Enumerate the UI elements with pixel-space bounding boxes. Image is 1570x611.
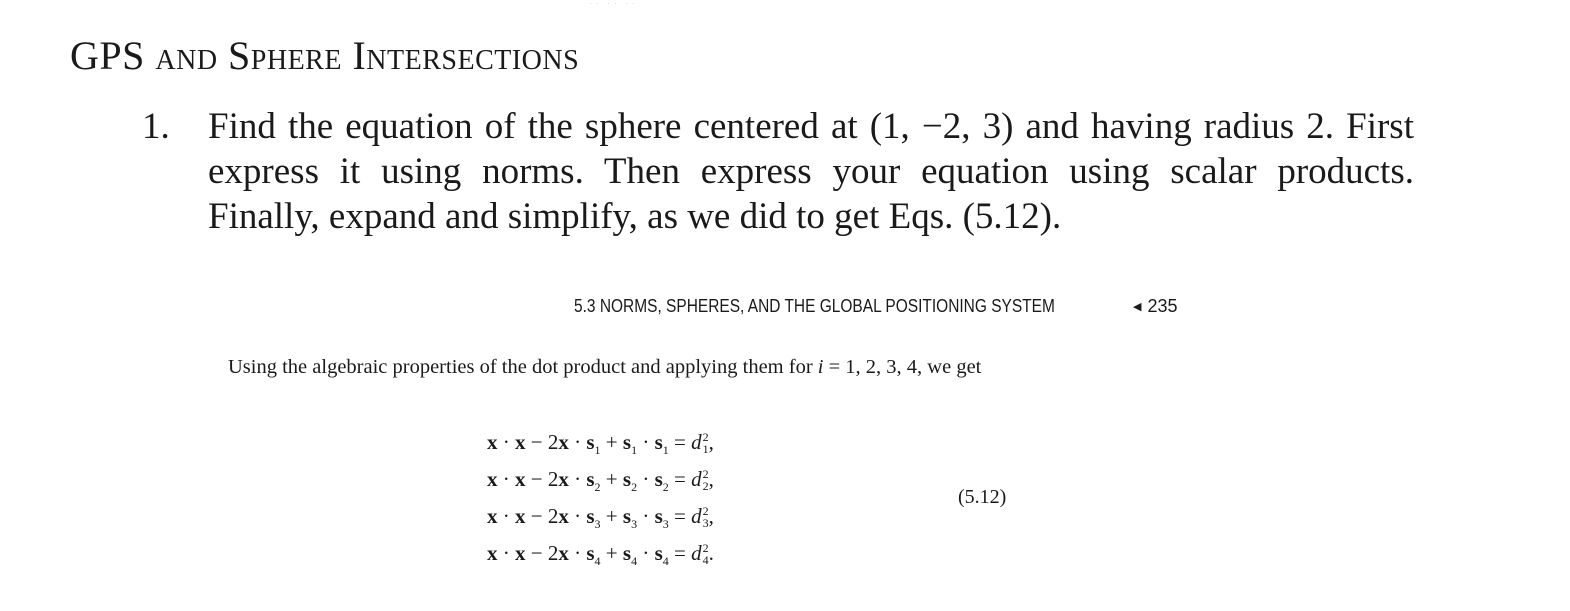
body-text-start: Using the algebraic properties of the dot product and applying them for [228,356,818,378]
index-variable: i [817,356,824,378]
running-head: 5.3 NORMS, SPHERES, AND THE GLOBAL POSITIONING SYSTEM [574,296,1055,316]
equation-number: (5.12) [958,486,1007,508]
section-heading: GPS and Sphere Intersections [70,33,580,78]
equation-line: $x \cdot x - 2x \cdot s_3 + s_3 \cdot s_3 = d$ 2 3 , [487,504,714,532]
page-number [1133,296,1178,317]
exercise-text: Find the equation of the sphere centered at (1, −2, 3) and having radius 2. First express it using norms. Then express your equation using scalar products. Finally, expand and simplify, as we did to get Eqs. (5.12). [208,106,1414,237]
body-paragraph [228,354,1010,381]
page-number-value: 235 [1147,296,1178,316]
cropped-previous-text [590,0,650,4]
exercise-number: 1. [142,106,170,147]
equation-block [487,424,714,572]
equation-line: $x \cdot x - 2x \cdot s_1 + s_1 \cdot s_1 = d$ 2 1 , [487,430,714,458]
equation-line: $x \cdot x - 2x \cdot s_4 + s_4 \cdot s_4 = d$ 2 4 . [487,541,714,569]
equation-line: $x \cdot x - 2x \cdot s_2 + s_2 \cdot s_2 = d$ 2 2 , [487,467,714,495]
exercise-item [142,104,1414,239]
body-text-end: = 1, 2, 3, 4, we get [823,356,982,378]
triangle-marker-icon: ◀ [1133,301,1142,313]
